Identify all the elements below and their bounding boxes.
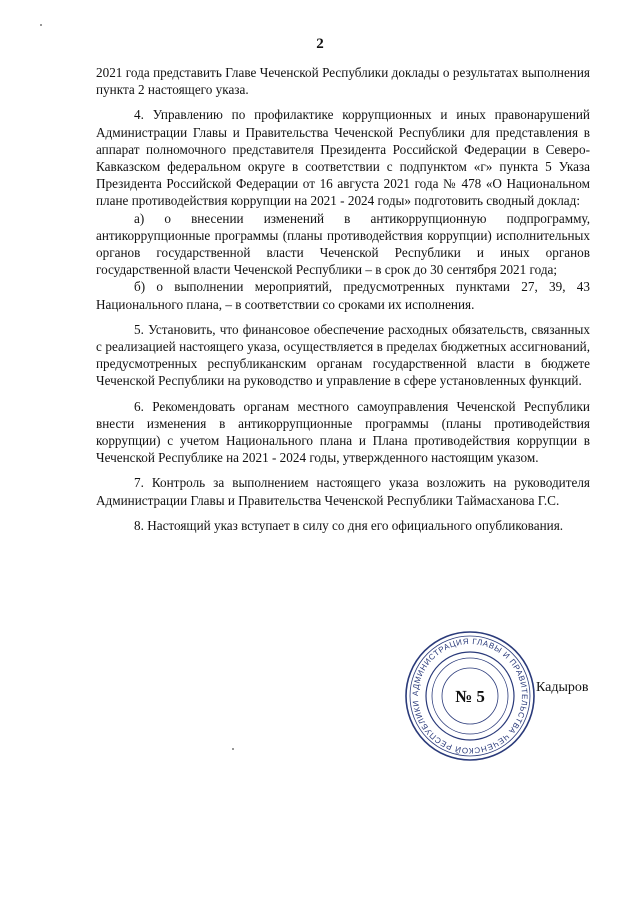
scan-speck <box>232 748 234 750</box>
seal-number: № 5 <box>455 687 485 706</box>
page-number: 2 <box>316 36 324 52</box>
paragraph-subitem-b: б) о выполнении мероприятий, предусмотренных пунктами 27, 39, 43 Национального плана, – в соответствии со сроками их исполнения. <box>96 279 590 312</box>
document-body <box>96 64 590 542</box>
paragraph-item-6: 6. Рекомендовать органам местного самоуправления Чеченской Республики внести изменения в антикоррупционные программы (планы противодействия коррупции) с учетом Национального плана и Плана противодействия коррупции в Чеченской Республике на 2021 - 2024 годы, утвержденного настоящим указом. <box>96 398 590 466</box>
paragraph-subitem-a: а) о внесении изменений в антикоррупционную подпрограмму, антикоррупционные программы (планы противодействия коррупции) исполнительных органов государственной власти Чеченской Республики и иных органов государственной власти Чеченской Республики – в срок до 30 сентября 2021 года; <box>96 210 590 278</box>
official-seal <box>402 628 538 764</box>
paragraph-item-4: 4. Управлению по профилактике коррупционных и иных правонарушений Администрации Главы и Правительства Чеченской Республики для представления в аппарат полномочного представителя Президента Российской Федерации в Северо-Кавказском федеральном округе в соответствии с подпунктом «г» пункта 5 Указа Президента Российской Федерации от 16 августа 2021 года № 478 «О Национальном плане противодействия коррупции на 2021 - 2024 годы» подготовить сводный доклад: <box>96 107 590 209</box>
paragraph-item-5: 5. Установить, что финансовое обеспечение расходных обязательств, связанных с реализацией настоящего указа, осуществляется в пределах бюджетных ассигнований, предусмотренных республиканским органам государственной власти в бюджете Чеченской Республики на руководство и управление в сфере установленных функций. <box>96 321 590 389</box>
seal-ring-text: АДМИНИСТРАЦИЯ ГЛАВЫ И ПРАВИТЕЛЬСТВА ЧЕЧЕНСКОЙ РЕСПУБЛИКИ <box>410 636 530 756</box>
scan-speck <box>40 24 42 26</box>
paragraph-continuation: 2021 года представить Главе Чеченской Республики доклады о результатах выполнения пункта 2 настоящего указа. <box>96 65 590 98</box>
paragraph-item-8: 8. Настоящий указ вступает в силу со дня его официального опубликования. <box>134 517 564 533</box>
paragraph-item-7: 7. Контроль за выполнением настоящего указа возложить на руководителя Администрации Главы и Правительства Чеченской Республики Таймасханова Г.С. <box>96 475 590 508</box>
signature-block <box>536 680 589 696</box>
signatory-name: Кадыров <box>536 680 589 695</box>
